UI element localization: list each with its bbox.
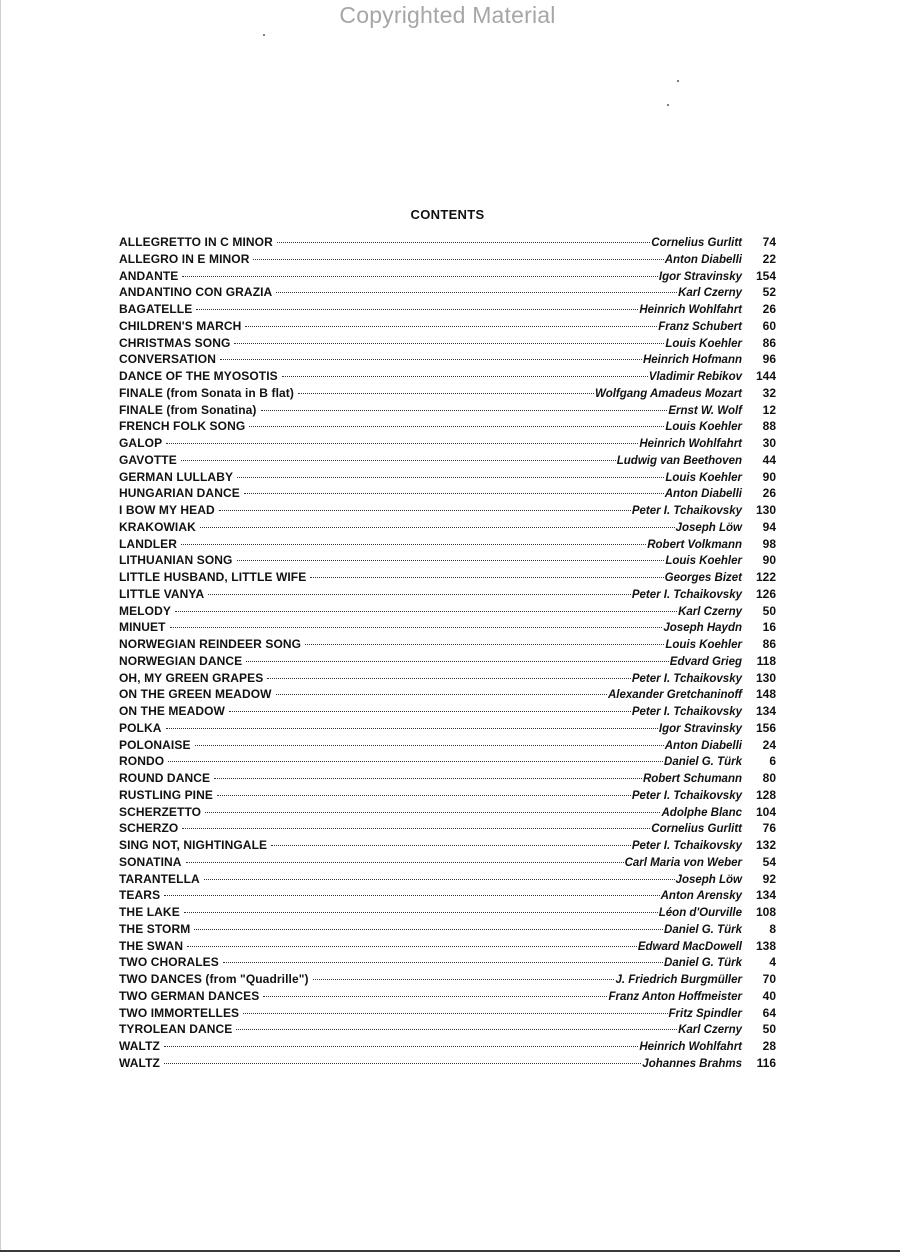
toc-entry-title: TWO GERMAN DANCES (119, 988, 260, 1003)
toc-entry-composer: Peter I. Tchaikovsky (631, 672, 742, 685)
toc-entry-title: SCHERZETTO (119, 804, 202, 819)
toc-entry (119, 536, 776, 553)
toc-entry-page-number: 98 (762, 536, 776, 551)
toc-entry-title: DANCE OF THE MYOSOTIS (119, 369, 278, 383)
toc-entry-page-number: 88 (762, 419, 776, 434)
dot-leader (267, 678, 630, 679)
toc-entry-title: I BOW MY HEAD (119, 503, 215, 517)
toc-entry-composer: Vladimir Rebikov (648, 371, 742, 383)
dot-leader (243, 1013, 667, 1014)
toc-entry-title: NORWEGIAN REINDEER SONG (119, 637, 302, 651)
toc-entry (119, 284, 776, 301)
toc-entry-page-number: 90 (762, 553, 776, 568)
toc-entry-page-number: 80 (762, 771, 776, 785)
toc-entry (119, 938, 776, 955)
toc-entry (119, 636, 776, 653)
scan-speck (667, 104, 669, 106)
toc-entry-page-number: 148 (755, 687, 776, 702)
toc-entry-page-number: 94 (762, 519, 776, 534)
toc-entry-title: GERMAN LULLABY (119, 469, 234, 484)
table-of-contents (119, 234, 776, 1072)
toc-entry-composer: Louis Koehler (665, 421, 742, 434)
page-left-edge (0, 0, 1, 1252)
toc-entry-title: ANDANTINO CON GRAZIA (119, 285, 273, 300)
toc-entry-title: SING NOT, NIGHTINGALE (119, 838, 268, 852)
toc-entry-composer: Edward MacDowell (637, 940, 742, 953)
toc-entry-page-number: 144 (755, 369, 776, 383)
toc-entry-title: KRAKOWIAK (119, 519, 196, 534)
toc-entry (119, 720, 776, 737)
toc-entry (119, 435, 776, 452)
toc-entry-page-number: 156 (755, 720, 776, 735)
toc-entry-composer: Robert Schumann (642, 773, 742, 785)
toc-entry-title: MELODY (119, 603, 171, 618)
toc-entry-page-number: 50 (762, 603, 776, 618)
toc-entry (119, 737, 776, 754)
toc-entry-title: TEARS (119, 888, 161, 903)
dot-leader (282, 376, 648, 377)
dot-leader (164, 895, 659, 896)
dot-leader (164, 1063, 641, 1064)
toc-entry-composer: Anton Arensky (660, 890, 742, 903)
toc-entry (119, 502, 776, 519)
toc-entry (119, 603, 776, 620)
toc-entry-title: POLKA (119, 720, 162, 735)
toc-entry-composer: Léon d'Ourville (658, 907, 742, 919)
toc-entry-title: WALTZ (119, 1055, 160, 1070)
toc-entry-page-number: 128 (755, 787, 776, 802)
toc-entry-composer: Igor Stravinsky (658, 722, 742, 735)
toc-entry (119, 569, 776, 586)
toc-entry-composer: Daniel G. Türk (664, 923, 742, 936)
toc-entry (119, 1005, 776, 1022)
dot-leader (229, 711, 631, 712)
dot-leader (276, 694, 607, 695)
dot-leader (298, 393, 594, 394)
toc-entry-title: ON THE MEADOW (119, 704, 225, 718)
toc-entry-title: OH, MY GREEN GRAPES (119, 670, 264, 685)
toc-entry-title: MINUET (119, 620, 166, 635)
toc-entry-title: TYROLEAN DANCE (119, 1022, 233, 1037)
toc-entry-page-number: 8 (769, 921, 776, 936)
toc-entry-page-number: 24 (762, 737, 776, 752)
toc-entry-title: SCHERZO (119, 821, 179, 836)
toc-entry-composer: Peter I. Tchaikovsky (631, 789, 742, 802)
toc-entry-composer: Georges Bizet (664, 572, 742, 584)
toc-entry-page-number: 138 (755, 938, 776, 953)
toc-entry-composer: Anton Diabelli (664, 739, 742, 752)
toc-entry-title: LANDLER (119, 536, 178, 551)
toc-entry (119, 854, 776, 871)
toc-entry (119, 1021, 776, 1038)
toc-entry-composer: Karl Czerny (678, 605, 742, 618)
toc-entry-composer: Karl Czerny (678, 287, 742, 300)
toc-entry-page-number: 126 (755, 586, 776, 601)
dot-leader (196, 309, 638, 310)
dot-leader (245, 326, 657, 327)
dot-leader (184, 912, 658, 913)
toc-entry-page-number: 12 (762, 402, 776, 417)
toc-entry-title: GAVOTTE (119, 452, 177, 467)
toc-entry-composer: Franz Anton Hoffmeister (608, 990, 742, 1003)
toc-entry (119, 670, 776, 687)
toc-entry-page-number: 4 (769, 955, 776, 970)
toc-entry (119, 402, 776, 419)
toc-entry-page-number: 130 (755, 670, 776, 685)
toc-entry (119, 988, 776, 1005)
dot-leader (195, 745, 664, 746)
toc-entry (119, 703, 776, 720)
dot-leader (166, 443, 638, 444)
dot-leader (181, 460, 616, 461)
toc-entry (119, 804, 776, 821)
toc-entry-composer: Louis Koehler (665, 639, 742, 651)
dot-leader (182, 828, 650, 829)
dot-leader (175, 611, 677, 612)
toc-entry-composer: Karl Czerny (678, 1024, 742, 1037)
toc-entry-page-number: 86 (762, 637, 776, 651)
dot-leader (276, 292, 677, 293)
toc-entry-composer: Igor Stravinsky (658, 270, 742, 283)
dot-leader (181, 544, 646, 545)
toc-entry (119, 904, 776, 921)
toc-entry (119, 268, 776, 285)
toc-entry (119, 887, 776, 904)
toc-entry-page-number: 76 (762, 821, 776, 836)
toc-entry-composer: Heinrich Wohlfahrt (639, 304, 742, 316)
toc-entry-composer: Edvard Grieg (669, 655, 742, 668)
dot-leader (237, 560, 665, 561)
dot-leader (208, 594, 631, 595)
toc-entry-title: LITTLE HUSBAND, LITTLE WIFE (119, 570, 307, 584)
toc-entry-title: TWO DANCES (from "Quadrille") (119, 972, 309, 986)
toc-entry-title: POLONAISE (119, 737, 191, 752)
toc-entry-page-number: 134 (755, 704, 776, 718)
toc-entry-page-number: 96 (762, 352, 776, 367)
toc-entry-page-number: 116 (756, 1055, 776, 1070)
toc-entry-composer: Franz Schubert (658, 320, 742, 333)
toc-entry-page-number: 54 (762, 854, 776, 869)
toc-entry-page-number: 90 (762, 469, 776, 484)
toc-entry-title: CHILDREN'S MARCH (119, 318, 242, 333)
scan-speck (263, 34, 265, 36)
toc-entry (119, 301, 776, 318)
toc-entry-page-number: 130 (755, 503, 776, 517)
dot-leader (261, 410, 668, 411)
dot-leader (220, 359, 642, 360)
toc-entry (119, 686, 776, 703)
dot-leader (263, 996, 607, 997)
toc-entry-composer: Peter I. Tchaikovsky (631, 505, 742, 517)
dot-leader (305, 644, 664, 645)
toc-entry-composer: Joseph Haydn (663, 622, 742, 635)
toc-entry-composer: Alexander Gretchaninoff (608, 689, 742, 702)
dot-leader (236, 1029, 677, 1030)
dot-leader (237, 477, 664, 478)
toc-entry-title: RONDO (119, 754, 165, 769)
toc-entry (119, 552, 776, 569)
toc-entry-composer: Peter I. Tchaikovsky (631, 588, 742, 601)
toc-entry-title: ALLEGRETTO IN C MINOR (119, 235, 273, 249)
toc-entry-page-number: 70 (762, 972, 776, 986)
toc-entry-title: GALOP (119, 436, 163, 450)
toc-entry-composer: Johannes Brahms (642, 1057, 742, 1070)
toc-entry-composer: Heinrich Wohlfahrt (639, 438, 742, 450)
toc-entry (119, 954, 776, 971)
toc-entry-page-number: 22 (762, 251, 776, 266)
toc-entry-composer: Peter I. Tchaikovsky (631, 840, 742, 852)
toc-entry-composer: Joseph Löw (675, 873, 742, 886)
toc-entry-title: LITHUANIAN SONG (119, 553, 233, 568)
toc-entry-composer: Ludwig van Beethoven (616, 454, 742, 467)
dot-leader (204, 879, 675, 880)
dot-leader (170, 627, 663, 628)
dot-leader (246, 661, 669, 662)
dot-leader (277, 242, 650, 243)
toc-entry (119, 871, 776, 888)
toc-entry-composer: Ernst W. Wolf (668, 404, 742, 417)
dot-leader (168, 761, 663, 762)
toc-entry-title: WALTZ (119, 1039, 160, 1053)
toc-entry-composer: Louis Koehler (665, 337, 742, 350)
toc-entry-composer: Robert Volkmann (647, 538, 742, 551)
toc-entry-composer: Heinrich Hofmann (642, 354, 742, 367)
copyright-watermark: Copyrighted Material (339, 2, 556, 28)
toc-entry (119, 619, 776, 636)
toc-entry-title: FINALE (from Sonata in B flat) (119, 385, 294, 400)
toc-entry-page-number: 118 (756, 653, 776, 668)
toc-entry (119, 351, 776, 368)
toc-entry (119, 452, 776, 469)
toc-entry (119, 234, 776, 251)
toc-entry-composer: Cornelius Gurlitt (651, 823, 742, 836)
toc-entry (119, 787, 776, 804)
toc-entry-composer: Daniel G. Türk (664, 957, 742, 970)
toc-entry-page-number: 154 (755, 268, 776, 283)
toc-entry-title: FRENCH FOLK SONG (119, 419, 246, 434)
toc-entry (119, 770, 776, 787)
dot-leader (253, 259, 663, 260)
dot-leader (182, 276, 658, 277)
toc-entry-page-number: 108 (755, 905, 776, 919)
toc-entry (119, 820, 776, 837)
dot-leader (313, 979, 615, 980)
dot-leader (164, 1046, 638, 1047)
toc-entry (119, 653, 776, 670)
toc-entry-page-number: 52 (762, 285, 776, 300)
toc-entry-title: BAGATELLE (119, 302, 193, 316)
toc-entry-composer: Anton Diabelli (664, 488, 742, 501)
toc-entry-page-number: 44 (762, 452, 776, 467)
toc-entry-title: THE STORM (119, 921, 191, 936)
toc-entry (119, 335, 776, 352)
dot-leader (200, 527, 675, 528)
dot-leader (219, 510, 631, 511)
toc-entry-page-number: 26 (762, 486, 776, 501)
toc-entry (119, 385, 776, 402)
toc-entry-title: FINALE (from Sonatina) (119, 402, 257, 417)
toc-entry (119, 469, 776, 486)
toc-entry-title: THE LAKE (119, 905, 180, 919)
toc-entry-composer: Heinrich Wohlfahrt (639, 1041, 742, 1053)
toc-entry (119, 753, 776, 770)
toc-entry-page-number: 92 (762, 871, 776, 886)
toc-entry-page-number: 86 (762, 335, 776, 350)
toc-entry-title: HUNGARIAN DANCE (119, 486, 240, 501)
toc-entry (119, 971, 776, 988)
toc-entry-composer: Joseph Löw (675, 521, 742, 534)
toc-entry (119, 1055, 776, 1072)
toc-entry (119, 519, 776, 536)
toc-entry-composer: Cornelius Gurlitt (651, 237, 742, 249)
dot-leader (214, 778, 642, 779)
toc-entry-composer: Fritz Spindler (668, 1007, 742, 1020)
toc-entry (119, 586, 776, 603)
toc-entry (119, 418, 776, 435)
dot-leader (244, 493, 664, 494)
toc-entry-page-number: 122 (755, 570, 776, 584)
toc-entry-page-number: 16 (762, 620, 776, 635)
toc-entry-page-number: 64 (762, 1005, 776, 1020)
toc-entry (119, 837, 776, 854)
toc-entry-composer: Carl Maria von Weber (624, 856, 742, 869)
toc-entry-page-number: 26 (762, 302, 776, 316)
dot-leader (166, 728, 658, 729)
toc-entry-composer: Daniel G. Türk (664, 756, 742, 769)
contents-heading: CONTENTS (410, 207, 485, 222)
toc-entry-page-number: 6 (769, 754, 776, 769)
toc-entry-composer: Louis Koehler (665, 555, 742, 568)
toc-entry-title: LITTLE VANYA (119, 586, 205, 601)
toc-entry-page-number: 28 (762, 1039, 776, 1053)
toc-entry-composer: Anton Diabelli (664, 253, 742, 266)
toc-entry-page-number: 40 (762, 988, 776, 1003)
dot-leader (234, 343, 664, 344)
toc-entry (119, 251, 776, 268)
toc-entry-title: NORWEGIAN DANCE (119, 653, 243, 668)
toc-entry-title: TARANTELLA (119, 871, 200, 886)
toc-entry (119, 318, 776, 335)
toc-entry (119, 1038, 776, 1055)
toc-entry (119, 485, 776, 502)
toc-entry-composer: Louis Koehler (665, 471, 742, 484)
scan-speck (677, 80, 679, 82)
toc-entry-page-number: 134 (755, 888, 776, 903)
toc-entry-page-number: 30 (762, 436, 776, 450)
toc-entry-title: CHRISTMAS SONG (119, 335, 231, 350)
toc-entry-composer: Adolphe Blanc (661, 806, 742, 819)
toc-entry-title: ON THE GREEN MEADOW (119, 687, 272, 702)
toc-entry-title: THE SWAN (119, 938, 184, 953)
toc-entry (119, 921, 776, 938)
toc-entry-composer: Wolfgang Amadeus Mozart (595, 387, 742, 400)
toc-entry-page-number: 74 (762, 235, 776, 249)
dot-leader (194, 929, 663, 930)
toc-entry-title: ROUND DANCE (119, 771, 211, 785)
dot-leader (271, 845, 631, 846)
toc-entry (119, 368, 776, 385)
toc-entry-title: CONVERSATION (119, 352, 216, 367)
dot-leader (217, 795, 631, 796)
toc-entry-title: TWO IMMORTELLES (119, 1005, 240, 1020)
dot-leader (223, 962, 663, 963)
dot-leader (186, 862, 624, 863)
toc-entry-title: SONATINA (119, 854, 182, 869)
toc-entry-page-number: 60 (762, 318, 776, 333)
toc-entry-page-number: 50 (762, 1022, 776, 1037)
toc-entry-page-number: 104 (755, 804, 776, 819)
dot-leader (187, 946, 637, 947)
dot-leader (205, 812, 660, 813)
dot-leader (310, 577, 663, 578)
toc-entry-page-number: 132 (755, 838, 776, 852)
toc-entry-page-number: 32 (762, 385, 776, 400)
toc-entry-title: ANDANTE (119, 268, 179, 283)
toc-entry-title: ALLEGRO IN E MINOR (119, 251, 250, 266)
toc-entry-composer: Peter I. Tchaikovsky (631, 706, 742, 718)
dot-leader (249, 426, 664, 427)
toc-entry-title: TWO CHORALES (119, 955, 219, 970)
toc-entry-composer: J. Friedrich Burgmüller (615, 974, 742, 986)
toc-entry-title: RUSTLING PINE (119, 787, 213, 802)
